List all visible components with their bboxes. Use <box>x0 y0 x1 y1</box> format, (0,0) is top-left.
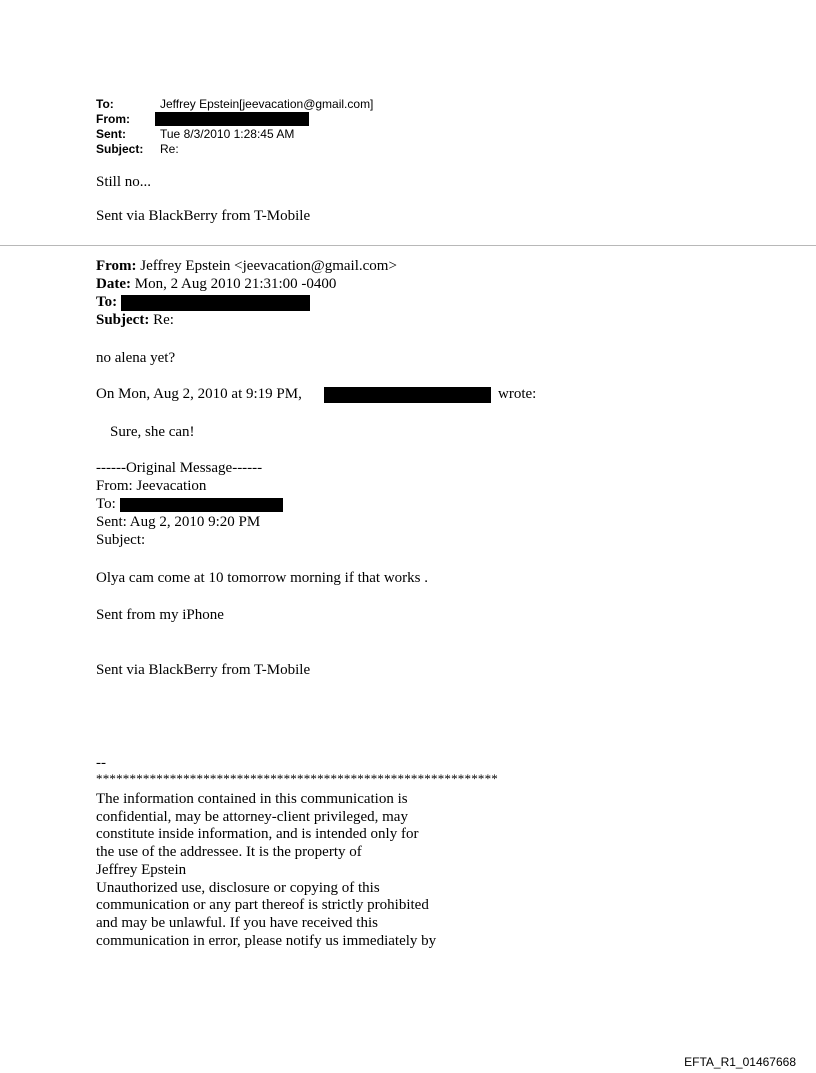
redaction-bar <box>155 112 309 126</box>
quoted-date-value: Mon, 2 Aug 2010 21:31:00 -0400 <box>134 276 337 292</box>
original-sent: Sent: Aug 2, 2010 9:20 PM <box>96 514 261 530</box>
reply-line: Sure, she can! <box>110 424 195 440</box>
quoted-message: no alena yet? <box>96 350 176 366</box>
redaction-bar <box>121 295 310 311</box>
quoted-from-label: From: <box>96 258 137 274</box>
redaction-bar <box>120 498 283 512</box>
disclaimer-line: confidential, may be attorney-client privileged, may <box>96 808 408 825</box>
original-to: To: <box>96 496 116 512</box>
quoted-subject <box>96 312 174 329</box>
signature: Sent via BlackBerry from T-Mobile <box>96 208 311 224</box>
subject-value: Re: <box>160 142 179 156</box>
separator-dashes: -- <box>96 755 106 771</box>
original-body: Olya cam come at 10 tomorrow morning if that works . <box>96 570 429 586</box>
quoted-from-value: Jeffrey Epstein <jeevacation@gmail.com> <box>140 258 397 274</box>
original-subject: Subject: <box>96 532 146 548</box>
signature: Sent via BlackBerry from T-Mobile <box>96 662 311 678</box>
quoted-subject-value: Re: <box>153 312 174 328</box>
redaction-bar <box>324 387 491 403</box>
disclaimer-line: The information contained in this communication is <box>96 791 408 807</box>
quoted-from <box>96 258 397 275</box>
wrote-prefix: On Mon, Aug 2, 2010 at 9:19 PM, <box>96 386 302 402</box>
disclaimer-line: communication in error, please notify us immediately by <box>96 932 437 949</box>
disclaimer-line: Unauthorized use, disclosure or copying of this <box>96 879 380 896</box>
disclaimer-line: Jeffrey Epstein <box>96 861 187 878</box>
separator-stars: ************************************************************ <box>96 771 498 786</box>
disclaimer-line: constitute inside information, and is intended only for <box>96 826 419 843</box>
sent-label: Sent: <box>96 127 126 141</box>
document-id: EFTA_R1_01467668 <box>684 1055 796 1069</box>
quoted-subject-label: Subject: <box>96 312 150 328</box>
to-value: Jeffrey Epstein[jeevacation@gmail.com] <box>160 97 374 111</box>
sent-value: Tue 8/3/2010 1:28:45 AM <box>160 127 295 141</box>
disclaimer-line: and may be unlawful. If you have received this <box>96 914 378 931</box>
quoted-to <box>96 294 117 311</box>
divider <box>0 245 816 246</box>
to-label: To: <box>96 97 114 111</box>
disclaimer-line: the use of the addressee. It is the property of <box>96 844 362 861</box>
original-from: From: Jeevacation <box>96 478 207 494</box>
wrote-suffix: wrote: <box>498 386 537 402</box>
quoted-date <box>96 276 336 293</box>
original-message-header: ------Original Message------ <box>96 460 263 476</box>
from-label: From: <box>96 112 130 126</box>
original-signature: Sent from my iPhone <box>96 607 224 623</box>
quoted-to-label: To: <box>96 294 118 310</box>
disclaimer-line: communication or any part thereof is strictly prohibited <box>96 897 429 914</box>
quoted-date-label: Date: <box>96 276 131 292</box>
subject-label: Subject: <box>96 142 144 156</box>
disclaimer-text <box>96 791 436 950</box>
body-line: Still no... <box>96 174 152 190</box>
